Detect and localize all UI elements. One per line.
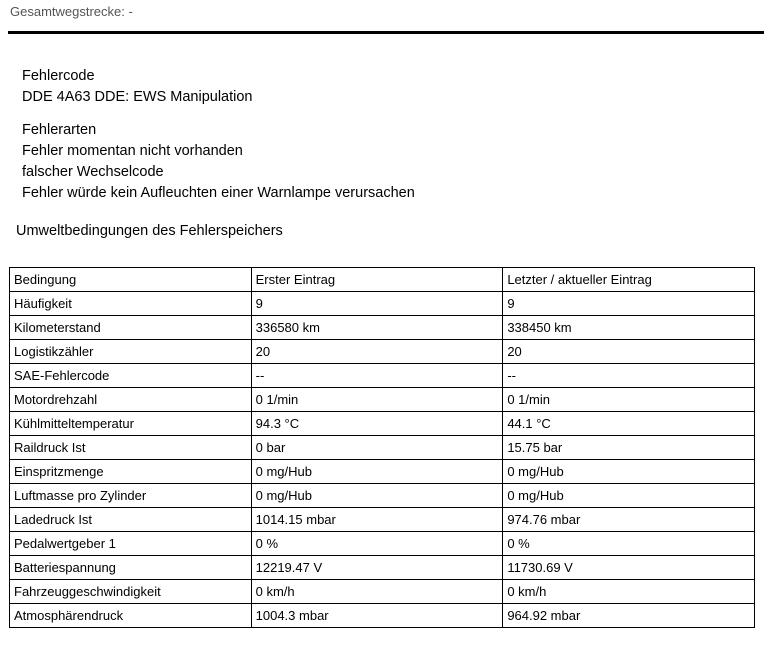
condition-cell: Kilometerstand xyxy=(10,316,252,340)
column-header: Erster Eintrag xyxy=(251,268,503,292)
table-row xyxy=(10,364,755,388)
condition-cell: Fahrzeuggeschwindigkeit xyxy=(10,580,252,604)
table-row xyxy=(10,460,755,484)
table-row xyxy=(10,340,755,364)
last-entry-cell: 964.92 mbar xyxy=(503,604,755,628)
condition-cell: Kühlmitteltemperatur xyxy=(10,412,252,436)
table-row xyxy=(10,316,755,340)
first-entry-cell: 0 bar xyxy=(251,436,503,460)
last-entry-cell: 338450 km xyxy=(503,316,755,340)
last-entry-cell: 15.75 bar xyxy=(503,436,755,460)
table-row xyxy=(10,412,755,436)
fault-type-item: falscher Wechselcode xyxy=(22,164,164,180)
last-entry-cell: 0 mg/Hub xyxy=(503,484,755,508)
condition-cell: SAE-Fehlercode xyxy=(10,364,252,388)
condition-cell: Raildruck Ist xyxy=(10,436,252,460)
condition-cell: Ladedruck Ist xyxy=(10,508,252,532)
header-divider xyxy=(8,31,764,34)
last-entry-cell: 0 % xyxy=(503,532,755,556)
last-entry-cell: 0 mg/Hub xyxy=(503,460,755,484)
table-row xyxy=(10,292,755,316)
last-entry-cell: 11730.69 V xyxy=(503,556,755,580)
table-row xyxy=(10,580,755,604)
condition-cell: Logistikzähler xyxy=(10,340,252,364)
table-row xyxy=(10,436,755,460)
table-row xyxy=(10,388,755,412)
environment-title: Umweltbedingungen des Fehlerspeichers xyxy=(16,223,283,239)
first-entry-cell: 20 xyxy=(251,340,503,364)
first-entry-cell: 12219.47 V xyxy=(251,556,503,580)
condition-cell: Pedalwertgeber 1 xyxy=(10,532,252,556)
condition-cell: Luftmasse pro Zylinder xyxy=(10,484,252,508)
first-entry-cell: 0 mg/Hub xyxy=(251,460,503,484)
condition-cell: Batteriespannung xyxy=(10,556,252,580)
first-entry-cell: 336580 km xyxy=(251,316,503,340)
fault-type-item: Fehler momentan nicht vorhanden xyxy=(22,143,243,159)
table-row xyxy=(10,532,755,556)
column-header: Bedingung xyxy=(10,268,252,292)
table-header-row xyxy=(10,268,755,292)
table-row xyxy=(10,484,755,508)
fault-type-item: Fehler würde kein Aufleuchten einer Warnlampe verursachen xyxy=(22,185,415,201)
first-entry-cell: 1014.15 mbar xyxy=(251,508,503,532)
table-row xyxy=(10,508,755,532)
first-entry-cell: 0 1/min xyxy=(251,388,503,412)
first-entry-cell: 1004.3 mbar xyxy=(251,604,503,628)
first-entry-cell: 0 % xyxy=(251,532,503,556)
fault-types-heading: Fehlerarten xyxy=(22,122,97,138)
last-entry-cell: 974.76 mbar xyxy=(503,508,755,532)
first-entry-cell: 0 mg/Hub xyxy=(251,484,503,508)
condition-cell: Motordrehzahl xyxy=(10,388,252,412)
first-entry-cell: 9 xyxy=(251,292,503,316)
total-distance-label: Gesamtwegstrecke: - xyxy=(10,4,133,19)
first-entry-cell: 94.3 °C xyxy=(251,412,503,436)
condition-cell: Häufigkeit xyxy=(10,292,252,316)
first-entry-cell: -- xyxy=(251,364,503,388)
last-entry-cell: 9 xyxy=(503,292,755,316)
column-header: Letzter / aktueller Eintrag xyxy=(503,268,755,292)
table-row xyxy=(10,604,755,628)
last-entry-cell: -- xyxy=(503,364,755,388)
fault-code-heading: Fehlercode xyxy=(22,68,95,84)
condition-cell: Einspritzmenge xyxy=(10,460,252,484)
environment-table xyxy=(9,267,755,628)
fault-code-section xyxy=(22,66,253,108)
condition-cell: Atmosphärendruck xyxy=(10,604,252,628)
last-entry-cell: 44.1 °C xyxy=(503,412,755,436)
last-entry-cell: 0 km/h xyxy=(503,580,755,604)
last-entry-cell: 20 xyxy=(503,340,755,364)
fault-types-section xyxy=(22,120,415,204)
first-entry-cell: 0 km/h xyxy=(251,580,503,604)
fault-code-value: DDE 4A63 DDE: EWS Manipulation xyxy=(22,89,253,105)
last-entry-cell: 0 1/min xyxy=(503,388,755,412)
table-row xyxy=(10,556,755,580)
